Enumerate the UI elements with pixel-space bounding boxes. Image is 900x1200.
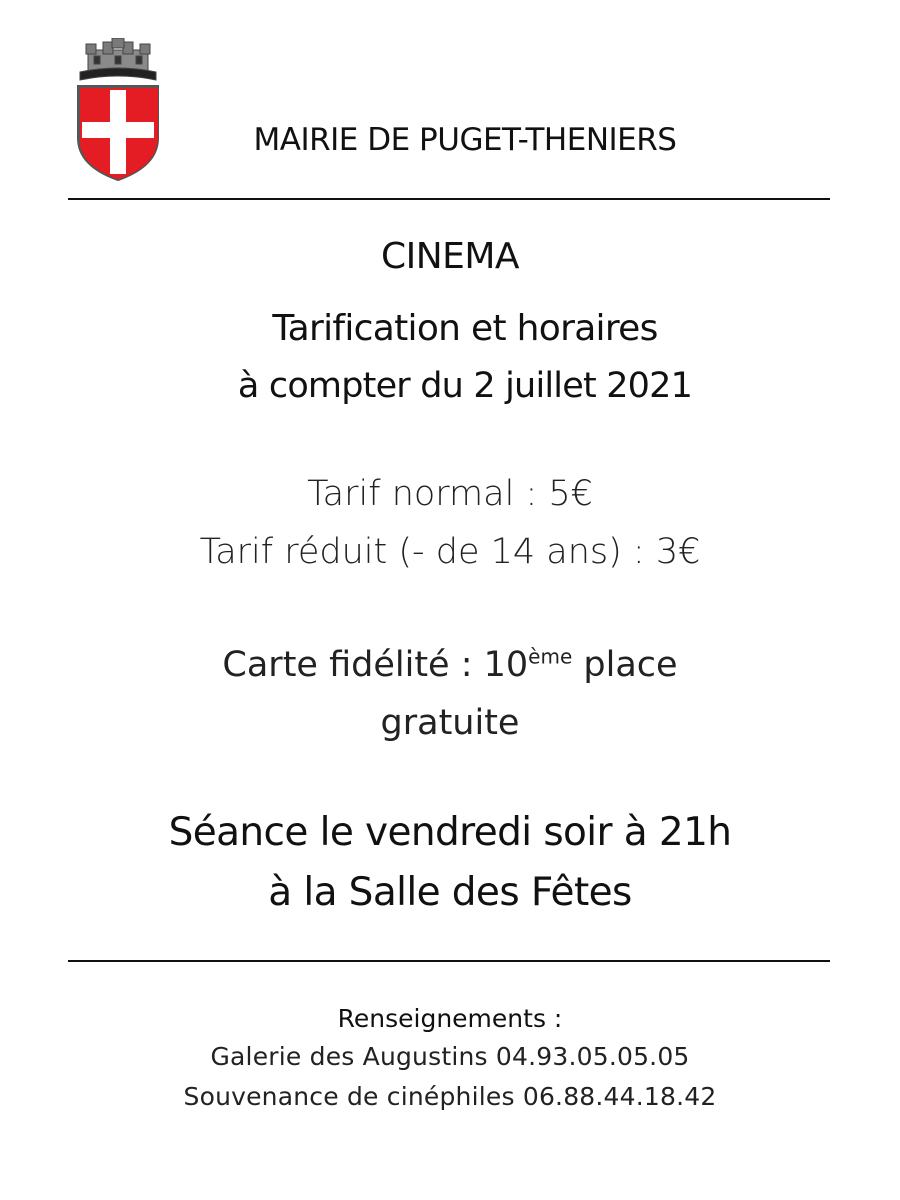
loyalty-prefix: Carte fidélité : 10 <box>222 645 529 685</box>
effective-date: à compter du 2 juillet 2021 <box>237 366 693 406</box>
contact-galerie: Galerie des Augustins 04.93.05.05.05 <box>210 1042 690 1071</box>
page-title: MAIRIE DE PUGET-THENIERS <box>253 122 677 158</box>
loyalty-suffix: place <box>572 645 678 685</box>
session-venue: à la Salle des Fêtes <box>268 870 632 915</box>
crest-cross-horizontal <box>82 122 154 138</box>
loyalty-card-line <box>0 645 900 685</box>
contact-souvenance: Souvenance de cinéphiles 06.88.44.18.42 <box>183 1082 717 1111</box>
tarification-subheading: Tarification et horaires <box>272 308 658 349</box>
session-time: Séance le vendredi soir à 21h <box>168 810 732 855</box>
bottom-divider <box>68 960 830 962</box>
town-crest-logo <box>68 38 168 183</box>
price-reduced: Tarif réduit (- de 14 ans) : 3€ <box>199 532 701 572</box>
price-normal: Tarif normal : 5€ <box>307 474 593 514</box>
crest-crown <box>80 38 156 80</box>
loyalty-card-line-2: gratuite <box>380 703 520 743</box>
info-heading: Renseignements : <box>337 1004 563 1033</box>
cinema-heading: CINEMA <box>380 236 520 277</box>
loyalty-superscript: ème <box>528 644 573 669</box>
top-divider <box>68 198 830 200</box>
